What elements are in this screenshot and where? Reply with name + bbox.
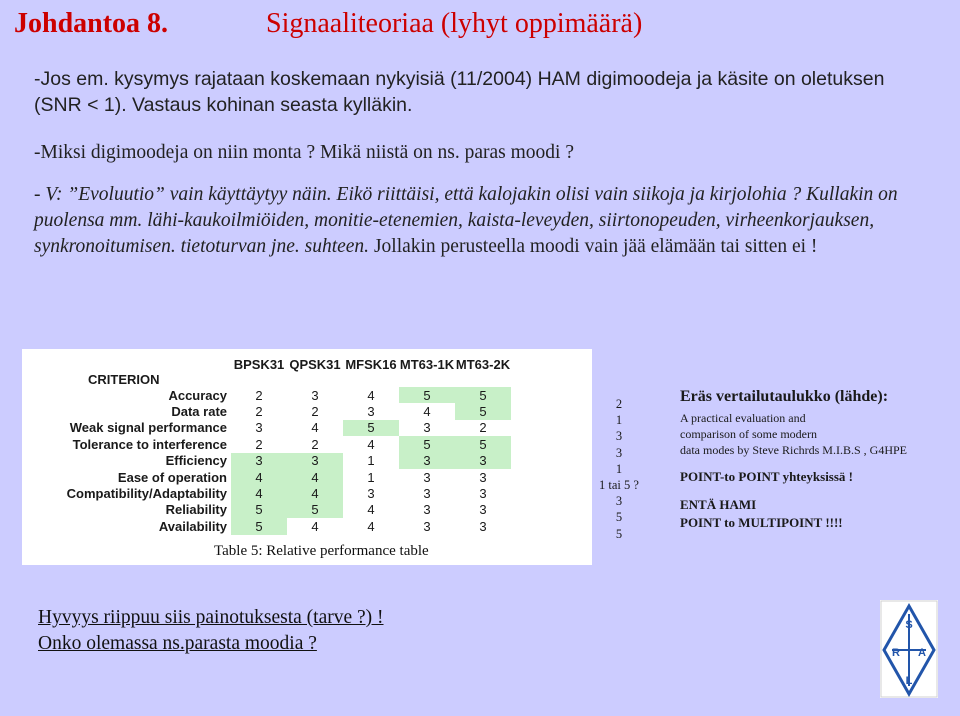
score-cell: 3	[423, 518, 431, 534]
paragraph-3-italic: - V: ”Evoluutio” vain käyttäytyy näin. Eikö riittäisi, että kalojakin olisi vain siikoja ja kirjolohia ? Kullakin on puolensa mm. lähi-kaukoilmiöiden, monitie-etenemien, kaista-leveyden, siirtonopeuden, virheenkorjauksen, synkronoitumisen. tietoturvan jne. suhteen.	[34, 184, 898, 257]
score-cell: 4	[367, 436, 375, 452]
score-cell: 5	[455, 436, 511, 452]
criterion-label: Reliability	[165, 502, 227, 518]
paragraph-2: -Miksi digimoodeja on niin monta ? Mikä niistä on ns. paras moodi ?	[34, 142, 574, 163]
score-cell: 4	[231, 485, 287, 501]
score-cell: 3	[455, 453, 511, 469]
score-cell: 3	[399, 453, 455, 469]
table-row	[22, 420, 511, 436]
score-cell: 3	[423, 420, 431, 436]
score-cell: 2	[311, 436, 319, 452]
score-cell: 4	[311, 420, 319, 436]
score-cell: 5	[399, 436, 455, 452]
score-cell: 4	[367, 502, 375, 518]
side-heading: Eräs vertailutaulukko (lähde):	[680, 388, 889, 405]
criterion-header: CRITERION	[88, 372, 160, 387]
score-cell: 3	[479, 518, 487, 534]
score-cell: 3	[287, 453, 343, 469]
bottom-line-1: Hyvyys riippuu siis painotuksesta (tarve ?) !	[38, 607, 384, 628]
title-topic: Signaaliteoriaa (lyhyt oppimäärä)	[266, 8, 643, 39]
score-cell: 4	[423, 404, 431, 420]
criterion-label: Data rate	[171, 404, 227, 420]
score-cell: 2	[255, 387, 263, 403]
table-row	[22, 502, 511, 518]
score-cell: 5	[231, 518, 287, 534]
bottom-line-2: Onko olemassa ns.parasta moodia ?	[38, 633, 317, 654]
logo-letter-s: S	[905, 619, 913, 631]
weight-value: 2	[615, 397, 623, 411]
table-row	[22, 485, 511, 501]
score-cell: 3	[231, 453, 287, 469]
logo-letter-l: L	[905, 675, 913, 687]
hami-note	[680, 496, 950, 532]
table-row	[22, 518, 511, 534]
source-line-2: comparison of some modern	[680, 427, 817, 441]
score-cell: 5	[287, 502, 343, 518]
weight-value: 3	[615, 494, 623, 509]
side-notes	[680, 388, 950, 532]
score-cell: 1	[367, 469, 375, 485]
score-cell: 5	[231, 502, 287, 518]
score-cell: 4	[287, 485, 343, 501]
paragraph-1: -Jos em. kysymys rajataan koskemaan nykyisiä (11/2004) HAM digimoodeja ja käsite on oletuksen (SNR < 1). Vastaus kohinan seasta kylläkin.	[34, 68, 885, 116]
score-cell: 1	[367, 453, 375, 469]
table-row	[22, 453, 511, 469]
sral-logo	[880, 600, 938, 698]
score-cell: 3	[255, 420, 263, 436]
score-cell: 2	[255, 404, 263, 420]
point-to-point-note: POINT-to POINT yhteyksissä !	[680, 469, 853, 484]
sral-logo-icon	[880, 600, 938, 698]
score-cell: 3	[479, 469, 487, 485]
weights-column	[596, 396, 642, 542]
mode-header-mfsk16: MFSK16	[345, 357, 397, 372]
mode-header-qpsk31: QPSK31	[289, 357, 341, 372]
criterion-label: Ease of operation	[117, 469, 227, 485]
criterion-label: Accuracy	[168, 387, 227, 403]
score-cell: 3	[311, 387, 319, 403]
score-cell: 5	[399, 387, 455, 403]
score-cell: 4	[367, 518, 375, 534]
paragraph-3-upright: Jollakin perusteella moodi vain jää elämään tai sitten ei !	[373, 236, 818, 257]
score-cell: 3	[479, 502, 487, 518]
score-cell: 2	[255, 436, 263, 452]
logo-letter-a: A	[918, 647, 926, 659]
table-caption: Table 5: Relative performance table	[214, 543, 429, 559]
criterion-label: Tolerance to interference	[72, 436, 227, 452]
performance-table-image	[22, 349, 592, 565]
weight-value: 1	[615, 461, 623, 476]
title-number: Johdantoa 8.	[14, 8, 169, 39]
score-cell: 4	[287, 469, 343, 485]
score-cell: 3	[423, 469, 431, 485]
criterion-label: Compatibility/Adaptability	[66, 486, 227, 502]
score-cell: 4	[231, 469, 287, 485]
score-cell: 3	[423, 502, 431, 518]
score-cell: 2	[479, 420, 487, 436]
logo-letter-r: R	[892, 647, 900, 659]
score-cell: 3	[479, 486, 487, 502]
criterion-label: Availability	[158, 518, 227, 534]
paragraph-3	[34, 182, 939, 260]
score-cell: 5	[455, 387, 511, 403]
table-row	[22, 469, 511, 485]
performance-table	[22, 357, 511, 535]
source-line-3: data modes by Steve Richrds M.I.B.S , G4HPE	[680, 443, 907, 457]
source-line-1: A practical evaluation and	[680, 411, 806, 425]
weight-value: 3	[615, 429, 623, 444]
table-row	[22, 403, 511, 419]
criterion-label: Weak signal performance	[69, 420, 227, 436]
mode-header-mt63-1k: MT63-1K	[399, 357, 455, 372]
score-cell: 4	[367, 387, 375, 403]
score-cell: 3	[367, 486, 375, 502]
bottom-questions	[38, 605, 384, 657]
mode-header-bpsk31: BPSK31	[233, 357, 285, 372]
weight-value: 3	[615, 445, 623, 460]
criterion-label: Efficiency	[165, 453, 227, 469]
hami-note-line-2: POINT to MULTIPOINT !!!!	[680, 515, 843, 530]
weight-value: 5	[615, 526, 623, 541]
score-cell: 5	[343, 420, 399, 436]
slide-title	[14, 8, 643, 40]
table-row	[22, 436, 511, 452]
table-header-row	[22, 357, 511, 387]
score-cell: 3	[367, 404, 375, 420]
weight-value: 1	[615, 413, 623, 428]
score-cell: 3	[423, 486, 431, 502]
score-cell: 5	[455, 403, 511, 419]
weight-value: 5	[615, 510, 623, 525]
hami-note-line-1: ENTÄ HAMI	[680, 497, 757, 512]
mode-header-mt63-2k: MT63-2K	[455, 357, 511, 372]
score-cell: 4	[311, 518, 319, 534]
score-cell: 2	[311, 404, 319, 420]
weight-value: 1 tai 5 ?	[599, 478, 639, 493]
table-row	[22, 387, 511, 403]
